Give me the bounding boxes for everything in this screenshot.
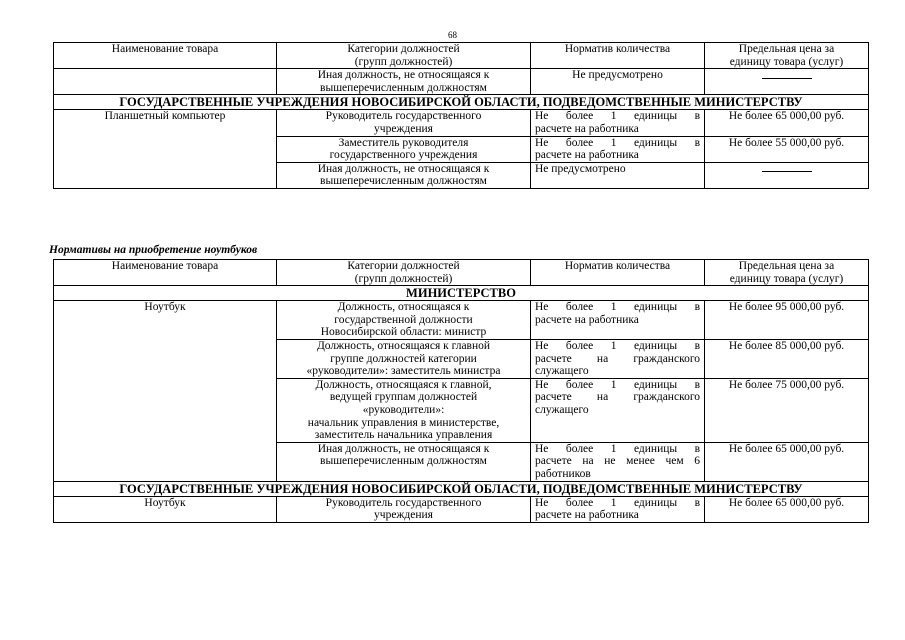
header-product: Наименование товара bbox=[54, 260, 277, 286]
tablet-norms-table bbox=[53, 42, 869, 189]
header-price: Предельная цена за единицу товара (услуг) bbox=[705, 260, 869, 286]
quantity-cell: Не более 1 единицы в расчете на гражданского служащего bbox=[531, 339, 705, 378]
dash-line bbox=[762, 78, 812, 79]
product-cell: Ноутбук bbox=[54, 496, 277, 522]
price-cell: Не более 65 000,00 руб. bbox=[705, 496, 869, 522]
price-cell: Не более 55 000,00 руб. bbox=[705, 136, 869, 162]
category-cell: Должность, относящаяся к главной, ведущей группам должностей «руководители»: начальник управления в министерстве, заместитель начальника управления bbox=[277, 378, 531, 442]
category-cell: Должность, относящаяся к главной группе должностей категории «руководители»: заместитель министра bbox=[277, 339, 531, 378]
dash-line bbox=[762, 171, 812, 172]
header-row bbox=[54, 260, 869, 286]
price-cell: Не более 65 000,00 руб. bbox=[705, 110, 869, 136]
table-row bbox=[54, 110, 869, 136]
product-cell: Ноутбук bbox=[54, 301, 277, 481]
header-row bbox=[54, 43, 869, 69]
laptop-norms-table bbox=[53, 259, 869, 523]
quantity-cell: Не более 1 единицы в расчете на работника bbox=[531, 110, 705, 136]
product-cell bbox=[54, 69, 277, 95]
category-cell: Иная должность, не относящаяся к вышеперечисленным должностям bbox=[277, 162, 531, 188]
category-cell: Иная должность, не относящаяся к вышеперечисленным должностям bbox=[277, 69, 531, 95]
section-title: ГОСУДАРСТВЕННЫЕ УЧРЕЖДЕНИЯ НОВОСИБИРСКОЙ ОБЛАСТИ, ПОДВЕДОМСТВЕННЫЕ МИНИСТЕРСТВУ bbox=[54, 95, 869, 110]
category-cell: Руководитель государственного учреждения bbox=[277, 496, 531, 522]
price-cell: Не более 95 000,00 руб. bbox=[705, 301, 869, 340]
header-categories: Категории должностей (групп должностей) bbox=[277, 260, 531, 286]
price-cell: Не более 85 000,00 руб. bbox=[705, 339, 869, 378]
header-product: Наименование товара bbox=[54, 43, 277, 69]
quantity-cell: Не более 1 единицы в расчете на работника bbox=[531, 136, 705, 162]
price-cell: Не более 75 000,00 руб. bbox=[705, 378, 869, 442]
header-quantity: Норматив количества bbox=[531, 43, 705, 69]
table-row bbox=[54, 69, 869, 95]
category-cell: Руководитель государственного учреждения bbox=[277, 110, 531, 136]
category-cell: Должность, относящаяся к государственной должности Новосибирской области: министр bbox=[277, 301, 531, 340]
page-number: 68 bbox=[448, 30, 457, 40]
quantity-cell: Не более 1 единицы в расчете на не менее чем 6 работников bbox=[531, 442, 705, 481]
table-row bbox=[54, 496, 869, 522]
section-row bbox=[54, 481, 869, 496]
quantity-cell: Не более 1 единицы в расчете на работника bbox=[531, 496, 705, 522]
table-row bbox=[54, 301, 869, 340]
section-row bbox=[54, 95, 869, 110]
section-row bbox=[54, 286, 869, 301]
laptop-norms-caption: Нормативы на приобретение ноутбуков bbox=[49, 244, 258, 256]
quantity-cell: Не более 1 единицы в расчете на гражданского служащего bbox=[531, 378, 705, 442]
category-cell: Иная должность, не относящаяся к вышеперечисленным должностям bbox=[277, 442, 531, 481]
header-categories: Категории должностей (групп должностей) bbox=[277, 43, 531, 69]
section-title: ГОСУДАРСТВЕННЫЕ УЧРЕЖДЕНИЯ НОВОСИБИРСКОЙ ОБЛАСТИ, ПОДВЕДОМСТВЕННЫЕ МИНИСТЕРСТВУ bbox=[54, 481, 869, 496]
quantity-cell: Не предусмотрено bbox=[531, 162, 705, 188]
header-quantity: Норматив количества bbox=[531, 260, 705, 286]
category-cell: Заместитель руководителя государственного учреждения bbox=[277, 136, 531, 162]
quantity-cell: Не более 1 единицы в расчете на работника bbox=[531, 301, 705, 340]
ministry-title: МИНИСТЕРСТВО bbox=[54, 286, 869, 301]
header-price: Предельная цена за единицу товара (услуг) bbox=[705, 43, 869, 69]
quantity-cell: Не предусмотрено bbox=[531, 69, 705, 95]
price-cell bbox=[705, 162, 869, 188]
product-cell: Планшетный компьютер bbox=[54, 110, 277, 189]
price-cell: Не более 65 000,00 руб. bbox=[705, 442, 869, 481]
price-cell bbox=[705, 69, 869, 95]
